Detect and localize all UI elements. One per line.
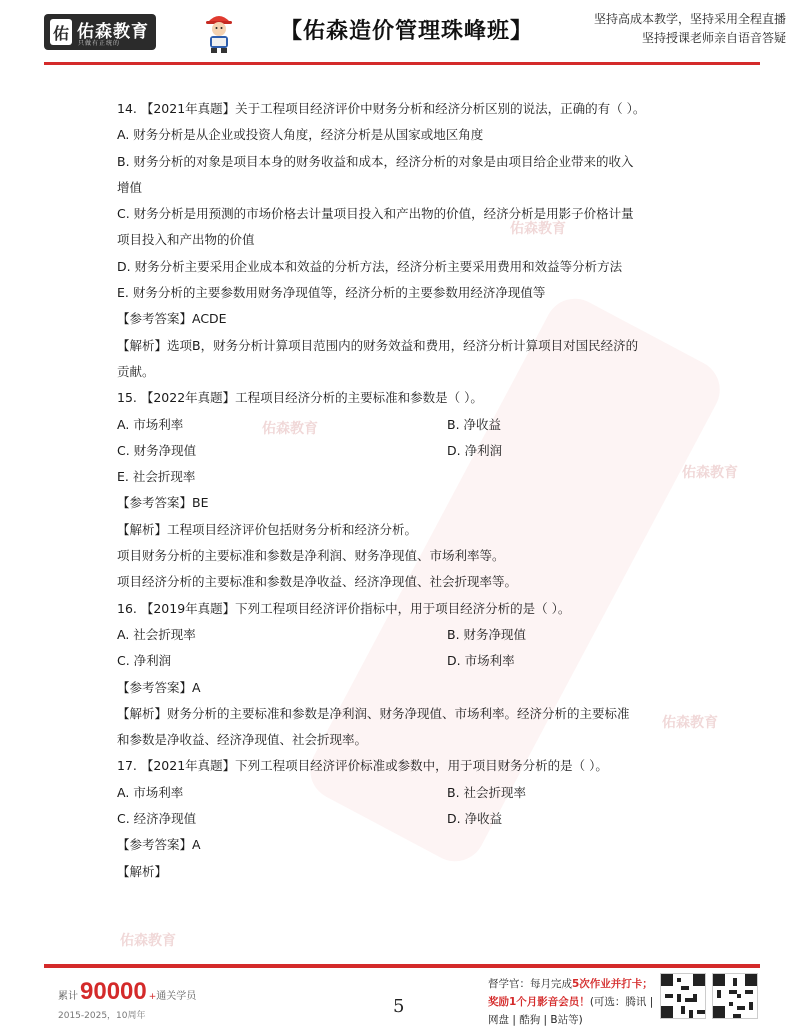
- logo-subtitle: 只做有正统的: [78, 40, 121, 47]
- qr-code-icon: [660, 973, 706, 1019]
- text-line: 16. 【2019年真题】下列工程项目经济评价指标中，用于项目经济分析的是（ ）。: [117, 600, 571, 616]
- page-number: 5: [393, 996, 405, 1017]
- text-line: 14. 【2021年真题】关于工程项目经济评价中财务分析和经济分析区别的说法，正确的有（ ）。: [117, 101, 646, 116]
- qr-code-icon: [712, 973, 758, 1019]
- option-row: [117, 648, 707, 674]
- text-line: 【参考答案】A: [117, 679, 201, 695]
- watermark-text: 佑森教育: [682, 465, 738, 481]
- options-q15: [117, 412, 707, 465]
- logo-text: 佑森教育: [77, 21, 149, 42]
- option-item: C. 净利润: [117, 653, 172, 669]
- watermark-text: 佑森教育: [262, 421, 318, 437]
- text-line: 【解析】选项B，财务分析计算项目范围内的财务效益和费用，经济分析计算项目对国民经济的: [117, 337, 639, 353]
- header-slogan: [594, 10, 786, 48]
- option-item: A. 市场利率: [117, 416, 184, 432]
- option-item: B. 社会折现率: [447, 784, 527, 800]
- page-header: [0, 0, 800, 62]
- text-line: 【参考答案】A: [117, 837, 201, 853]
- option-item: B. 净收益: [447, 416, 502, 432]
- question-block-14-15: [117, 96, 707, 412]
- text-line: 【参考答案】ACDE: [117, 311, 227, 327]
- watermark-text: 佑森教育: [510, 221, 566, 237]
- supervisor-platforms: 网盘 | 酷狗 | B站等): [488, 1014, 583, 1026]
- option-item: A. 市场利率: [117, 784, 184, 800]
- option-item: A. 社会折现率: [117, 626, 196, 642]
- text-line: 增值: [117, 179, 143, 195]
- options-q17: [117, 780, 707, 833]
- cumulative-plus: +: [148, 992, 157, 1002]
- supervisor-text: 督学官：每月完成: [488, 978, 572, 990]
- text-line: 项目财务分析的主要标准和参数是净利润、财务净现值、市场利率等。: [117, 548, 505, 564]
- option-item: B. 财务净现值: [447, 626, 527, 642]
- header-divider: [44, 62, 760, 65]
- option-row: [117, 622, 707, 648]
- text-line: 【解析】: [117, 863, 168, 879]
- brand-logo: [44, 14, 156, 50]
- question-block-15-16: [117, 464, 707, 622]
- text-line: E. 社会折现率: [117, 469, 196, 485]
- supervisor-options: (可选：腾讯 |: [589, 996, 654, 1008]
- cumulative-number: 90000: [80, 978, 147, 1005]
- text-line: C. 财务分析是用预测的市场价格去计量项目投入和产出物的价值，经济分析是用影子价格计量: [117, 206, 634, 222]
- years-text: 2015-2025，10周年: [58, 1011, 146, 1021]
- option-item: D. 净利润: [447, 442, 503, 458]
- option-item: D. 市场利率: [447, 653, 515, 669]
- document-body: [117, 96, 707, 885]
- text-line: 【解析】工程项目经济评价包括财务分析和经济分析。: [117, 521, 418, 537]
- option-row: [117, 806, 707, 832]
- footer-stats: [58, 978, 196, 1021]
- text-line: B. 财务分析的对象是项目本身的财务收益和成本，经济分析的对象是由项目给企业带来的收入: [117, 153, 634, 169]
- text-line: A. 财务分析是从企业或投资人角度，经济分析是从国家或地区角度: [117, 127, 484, 143]
- supervisor-highlight: 5次作业并打卡；: [572, 978, 653, 990]
- option-row: [117, 412, 707, 438]
- text-line: D. 财务分析主要采用企业成本和效益的分析方法，经济分析主要采用费用和效益等分析方法: [117, 258, 623, 274]
- text-line: 17. 【2021年真题】下列工程项目经济评价标准或参数中，用于项目财务分析的是（ ）。: [117, 758, 608, 774]
- question-block-17-answer: [117, 832, 707, 885]
- question-block-16-17: [117, 675, 707, 780]
- slogan-line: 坚持授课老师亲自语音答疑: [641, 31, 786, 45]
- option-item: C. 财务净现值: [117, 442, 197, 458]
- text-line: 15. 【2022年真题】工程项目经济分析的主要标准和参数是（ ）。: [117, 390, 483, 406]
- text-line: 和参数是净收益、经济净现值、社会折现率。: [117, 732, 368, 748]
- text-line: 项目经济分析的主要标准和参数是净收益、经济净现值、社会折现率等。: [117, 574, 518, 590]
- text-line: 项目投入和产出物的价值: [117, 232, 255, 248]
- footer-divider: [44, 964, 760, 968]
- supervisor-reward: 奖励1个月影音会员！: [488, 996, 590, 1008]
- option-item: D. 净收益: [447, 811, 503, 827]
- cumulative-prefix: 累计: [58, 991, 78, 1002]
- mascot-icon: [200, 8, 238, 54]
- text-line: 【参考答案】BE: [117, 495, 209, 511]
- option-row: [117, 780, 707, 806]
- option-row: [117, 438, 707, 464]
- header-title: 【佑森造价管理珠峰班】: [280, 19, 534, 44]
- watermark-text: 佑森教育: [662, 715, 718, 731]
- options-q16: [117, 622, 707, 675]
- logo-mark-icon: 佑: [50, 19, 72, 45]
- text-line: E. 财务分析的主要参数用财务净现值等，经济分析的主要参数用经济净现值等: [117, 285, 546, 301]
- option-item: C. 经济净现值: [117, 811, 197, 827]
- watermark-text: 佑森教育: [120, 933, 176, 949]
- text-line: 贡献。: [117, 363, 155, 379]
- cumulative-suffix: 通关学员: [156, 991, 197, 1002]
- text-line: 【解析】财务分析的主要标准和参数是净利润、财务净现值、市场利率。经济分析的主要标准: [117, 705, 630, 721]
- supervisor-notice: [488, 975, 653, 1029]
- slogan-line: 坚持高成本教学，坚持采用全程直播: [593, 12, 786, 26]
